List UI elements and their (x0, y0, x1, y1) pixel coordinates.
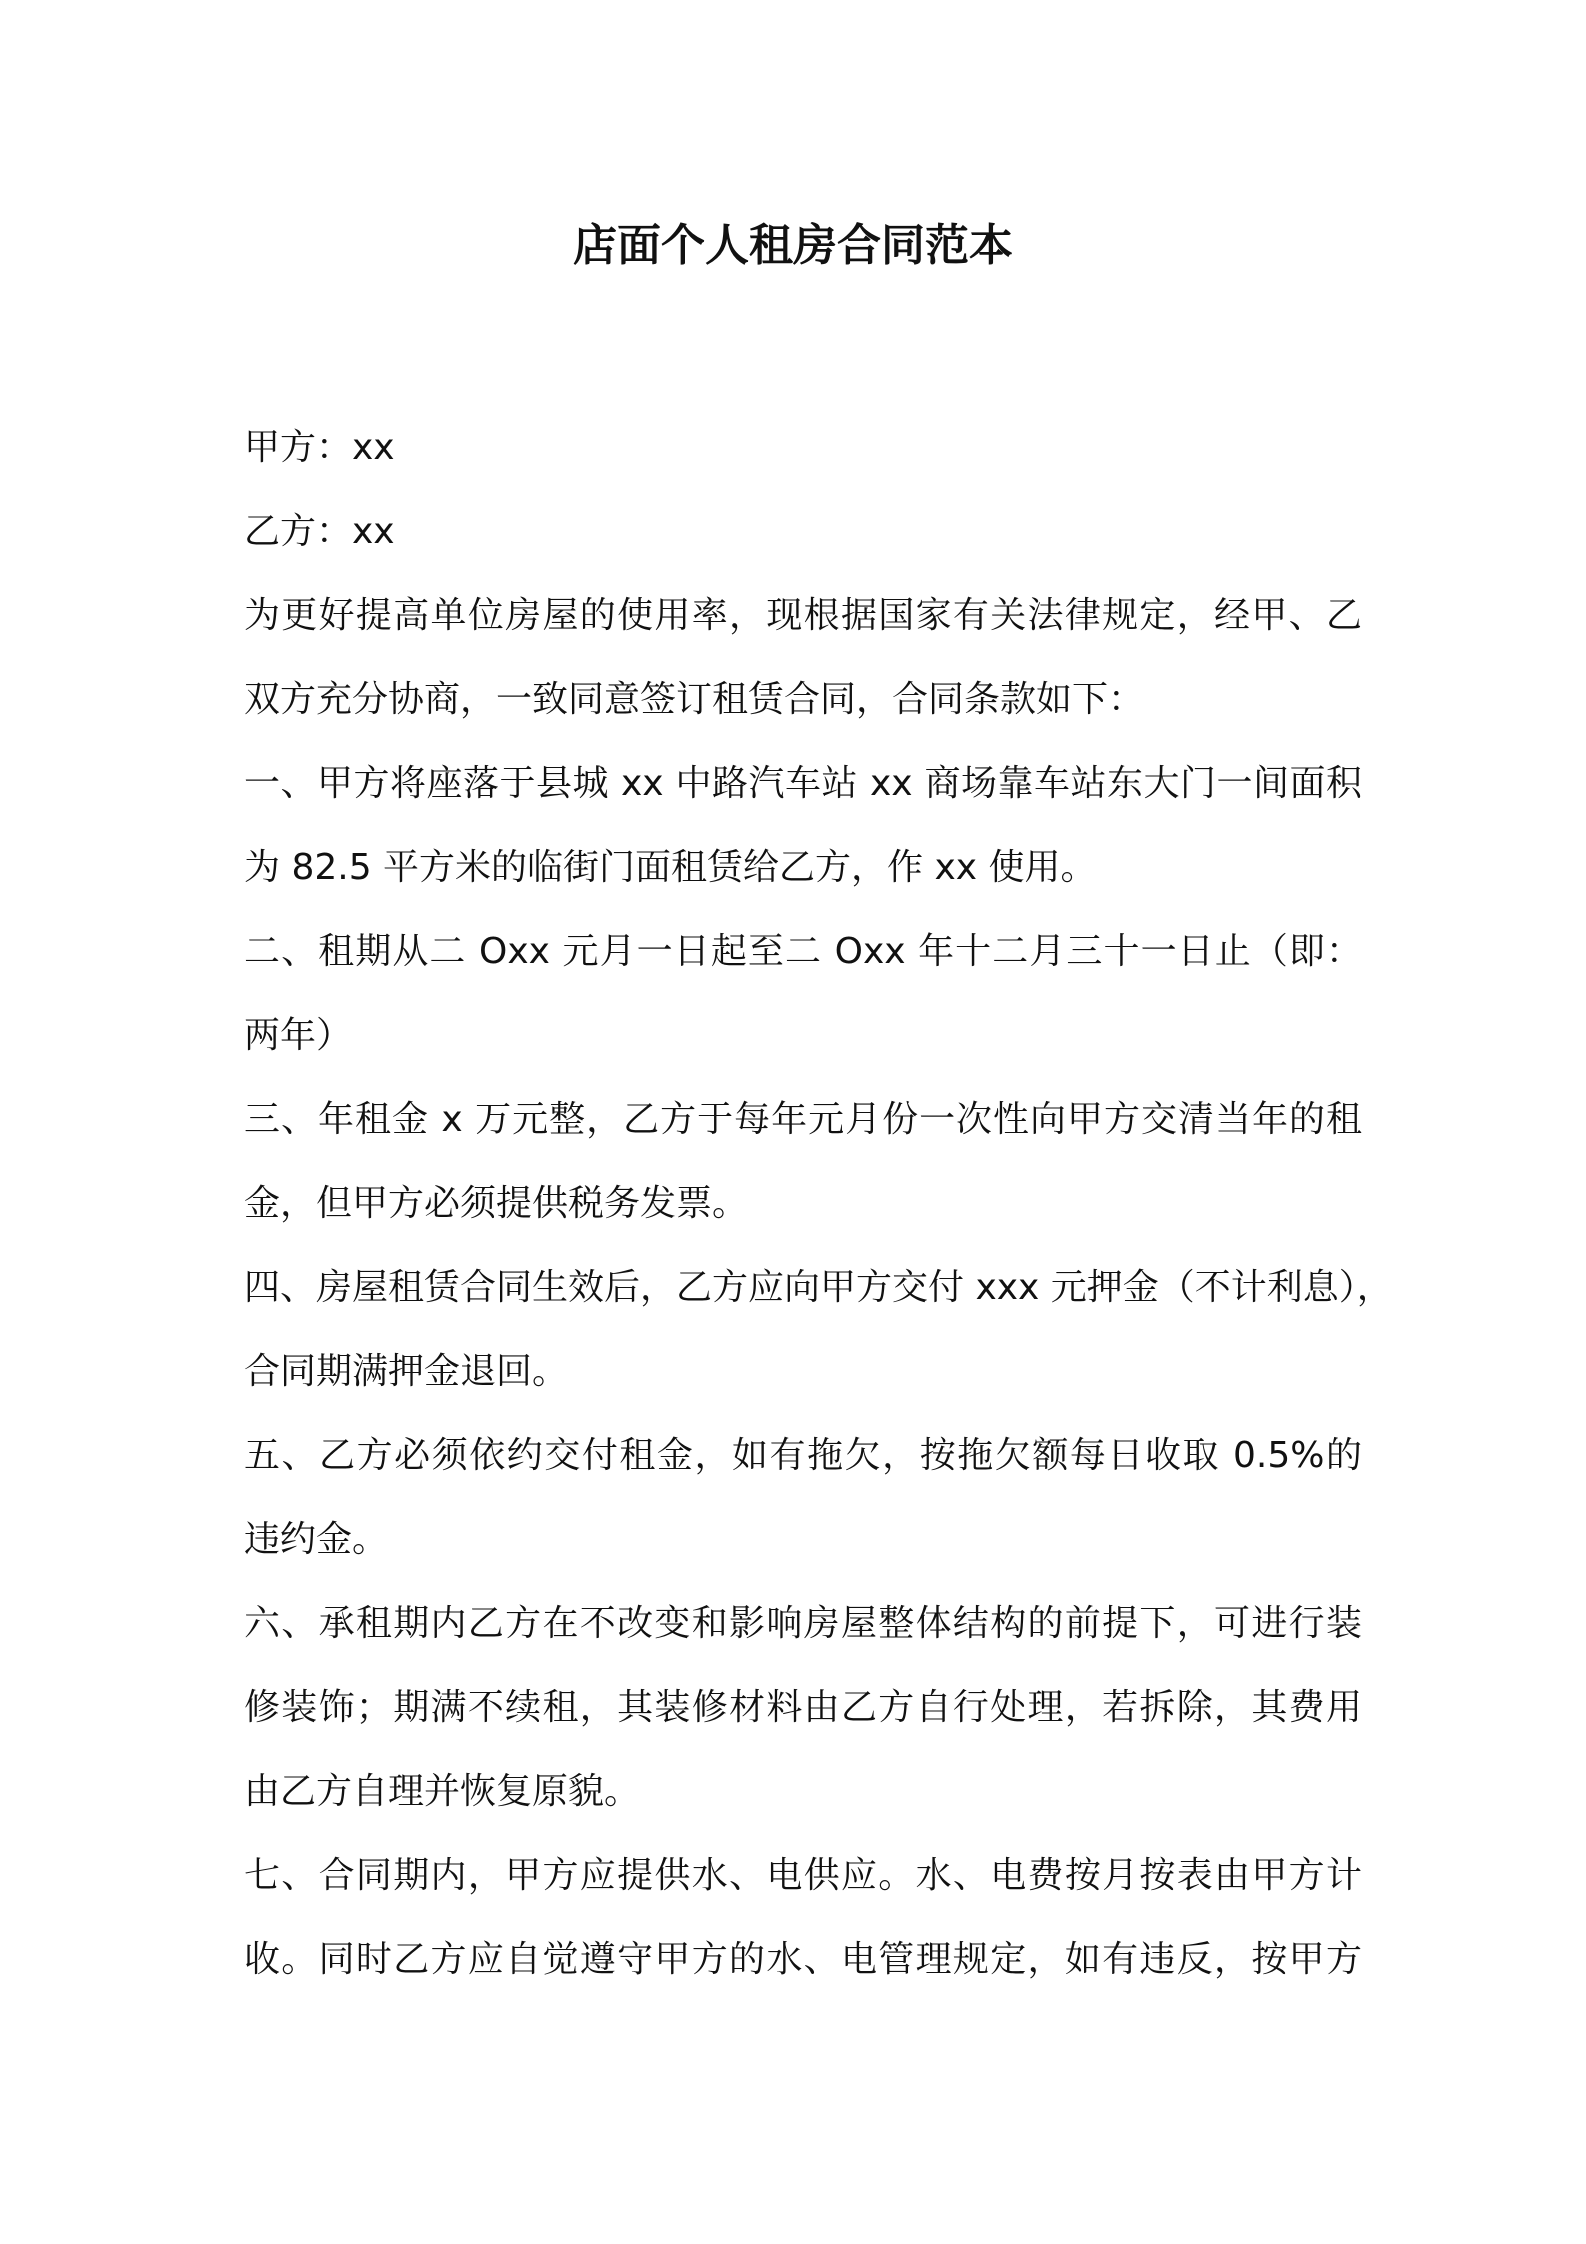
clause-1-line-1: 一、甲方将座落于县城 xx 中路汽车站 xx 商场靠车站东大门一间面积 (244, 763, 1362, 804)
clause-6-line-1: 六、承租期内乙方在不改变和影响房屋整体结构的前提下，可进行装 (244, 1603, 1362, 1644)
clause-5-line-1: 五、乙方必须依约交付租金，如有拖欠，按拖欠额每日收取 0.5%的 (244, 1435, 1362, 1476)
document-body (244, 406, 1393, 2002)
clause-6-line-3: 由乙方自理并恢复原貌。 (244, 1771, 641, 1812)
clause-1-line-2: 为 82.5 平方米的临街门面租赁给乙方，作 xx 使用。 (244, 847, 1097, 888)
clause-6-line-2: 修装饰；期满不续租，其装修材料由乙方自行处理，若拆除，其费用 (244, 1687, 1362, 1728)
clause-2-line-2: 两年） (244, 1015, 353, 1056)
clause-2-line-1: 二、租期从二 Oxx 元月一日起至二 Oxx 年十二月三十一日止（即： (244, 931, 1362, 972)
preamble-line-1: 为更好提高单位房屋的使用率，现根据国家有关法律规定，经甲、乙 (244, 595, 1362, 636)
clause-3-line-1: 三、年租金 x 万元整，乙方于每年元月份一次性向甲方交清当年的租 (244, 1099, 1362, 1140)
clause-5-line-2: 违约金。 (244, 1519, 389, 1560)
party-b-line: 乙方：xx (244, 511, 395, 552)
preamble-line-2: 双方充分协商，一致同意签订租赁合同，合同条款如下： (244, 679, 1145, 720)
clause-7-line-1: 七、合同期内，甲方应提供水、电供应。水、电费按月按表由甲方计 (244, 1855, 1362, 1896)
party-a-line: 甲方：xx (244, 427, 395, 468)
document-title: 店面个人租房合同范本 (573, 220, 1013, 271)
clause-4-line-2: 合同期满押金退回。 (244, 1351, 569, 1392)
clause-3-line-2: 金，但甲方必须提供税务发票。 (244, 1183, 749, 1224)
clause-4-line-1: 四、房屋租赁合同生效后，乙方应向甲方交付 xxx 元押金（不计利息）， (244, 1267, 1393, 1308)
clause-7-line-2: 收。同时乙方应自觉遵守甲方的水、电管理规定，如有违反，按甲方 (244, 1939, 1362, 1980)
